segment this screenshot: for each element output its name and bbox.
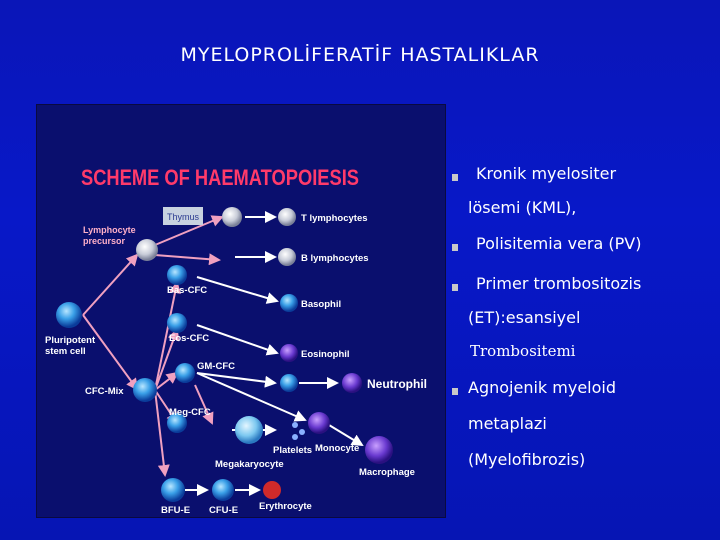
cell-labels	[45, 213, 427, 516]
erythrocyte-cell	[263, 481, 281, 499]
label-bas-cfc: Bas-CFC	[167, 285, 208, 296]
bfu-e-cell	[161, 478, 185, 502]
cfu-e-cell	[212, 479, 234, 501]
haematopoiesis-diagram	[37, 105, 445, 517]
macrophage-cell	[365, 436, 393, 464]
gm-cfc-cell	[175, 363, 195, 383]
bullet-3-line-1: Primer trombositozis	[476, 274, 642, 293]
label-platelets: Platelets	[273, 445, 313, 456]
label-bfu-e: BFU-E	[161, 505, 191, 516]
bullet-3-extra: Trombositemi	[470, 342, 576, 360]
eosinophil-cell	[280, 344, 298, 362]
label-cfc-mix: CFC-Mix	[85, 386, 124, 397]
bullet-marker	[452, 388, 458, 395]
label-eosinophil: Eosinophil	[301, 349, 350, 360]
label-gm-cfc: GM-CFC	[197, 361, 235, 372]
bullet-marker	[452, 284, 458, 291]
platelet-dot	[292, 422, 298, 428]
bullet-1-line-1: Kronik myelositer	[476, 164, 617, 183]
slide-title: MYELOPROLİFERATİF HASTALIKLAR	[180, 44, 540, 66]
eos-cfc-cell	[167, 313, 187, 333]
platelet-dot	[292, 434, 298, 440]
label-pluripotent-1: Pluripotent	[45, 335, 96, 346]
lymphocyte-precursor-cell	[136, 239, 158, 261]
megakaryocyte-cell	[235, 416, 263, 444]
label-cfu-e: CFU-E	[209, 505, 239, 516]
thymus-label: Thymus	[167, 212, 200, 222]
platelet-dot	[299, 429, 305, 435]
label-lymphocyte-precursor-2: precursor	[83, 236, 126, 246]
bullet-4-line-1: Agnojenik myeloid	[468, 378, 616, 397]
bullet-2-line-1: Polisitemia vera (PV)	[476, 234, 642, 253]
bullet-3-line-2: (ET):esansiyel	[468, 308, 581, 327]
label-megakaryocyte: Megakaryocyte	[215, 459, 284, 470]
label-b-lymphocytes: B lymphocytes	[301, 253, 369, 264]
label-pluripotent-2: stem cell	[45, 346, 86, 357]
label-meg-cfc: Meg-CFC	[169, 407, 211, 418]
label-erythrocyte: Erythrocyte	[259, 501, 312, 512]
label-eos-cfc: Eos-CFC	[169, 333, 210, 344]
bullet-4-line-3: (Myelofibrozis)	[468, 450, 586, 469]
haematopoiesis-figure	[36, 104, 446, 518]
label-t-lymphocytes: T lymphocytes	[301, 213, 368, 224]
bullet-marker	[452, 174, 458, 181]
bullet-1-line-2: lösemi (KML),	[468, 198, 577, 217]
label-macrophage: Macrophage	[359, 467, 415, 478]
pluripotent-stem-cell	[56, 302, 82, 328]
bullet-4-line-2: metaplazi	[468, 414, 547, 433]
b-lymphocyte-cell	[278, 248, 296, 266]
label-monocyte: Monocyte	[315, 443, 360, 454]
thymus-cell	[222, 207, 242, 227]
label-lymphocyte-precursor-1: Lymphocyte	[83, 225, 136, 235]
label-basophil: Basophil	[301, 299, 342, 310]
t-lymphocyte-cell	[278, 208, 296, 226]
basophil-cell	[280, 294, 298, 312]
label-neutrophil: Neutrophil	[367, 377, 427, 391]
figure-title: SCHEME OF HAEMATOPOIESIS	[81, 165, 359, 190]
monocyte-cell	[308, 412, 330, 434]
neutrophil-progenitor-cell	[280, 374, 298, 392]
cfc-mix-cell	[133, 378, 157, 402]
bas-cfc-cell	[167, 265, 187, 285]
bullet-marker	[452, 244, 458, 251]
neutrophil-cell	[342, 373, 362, 393]
